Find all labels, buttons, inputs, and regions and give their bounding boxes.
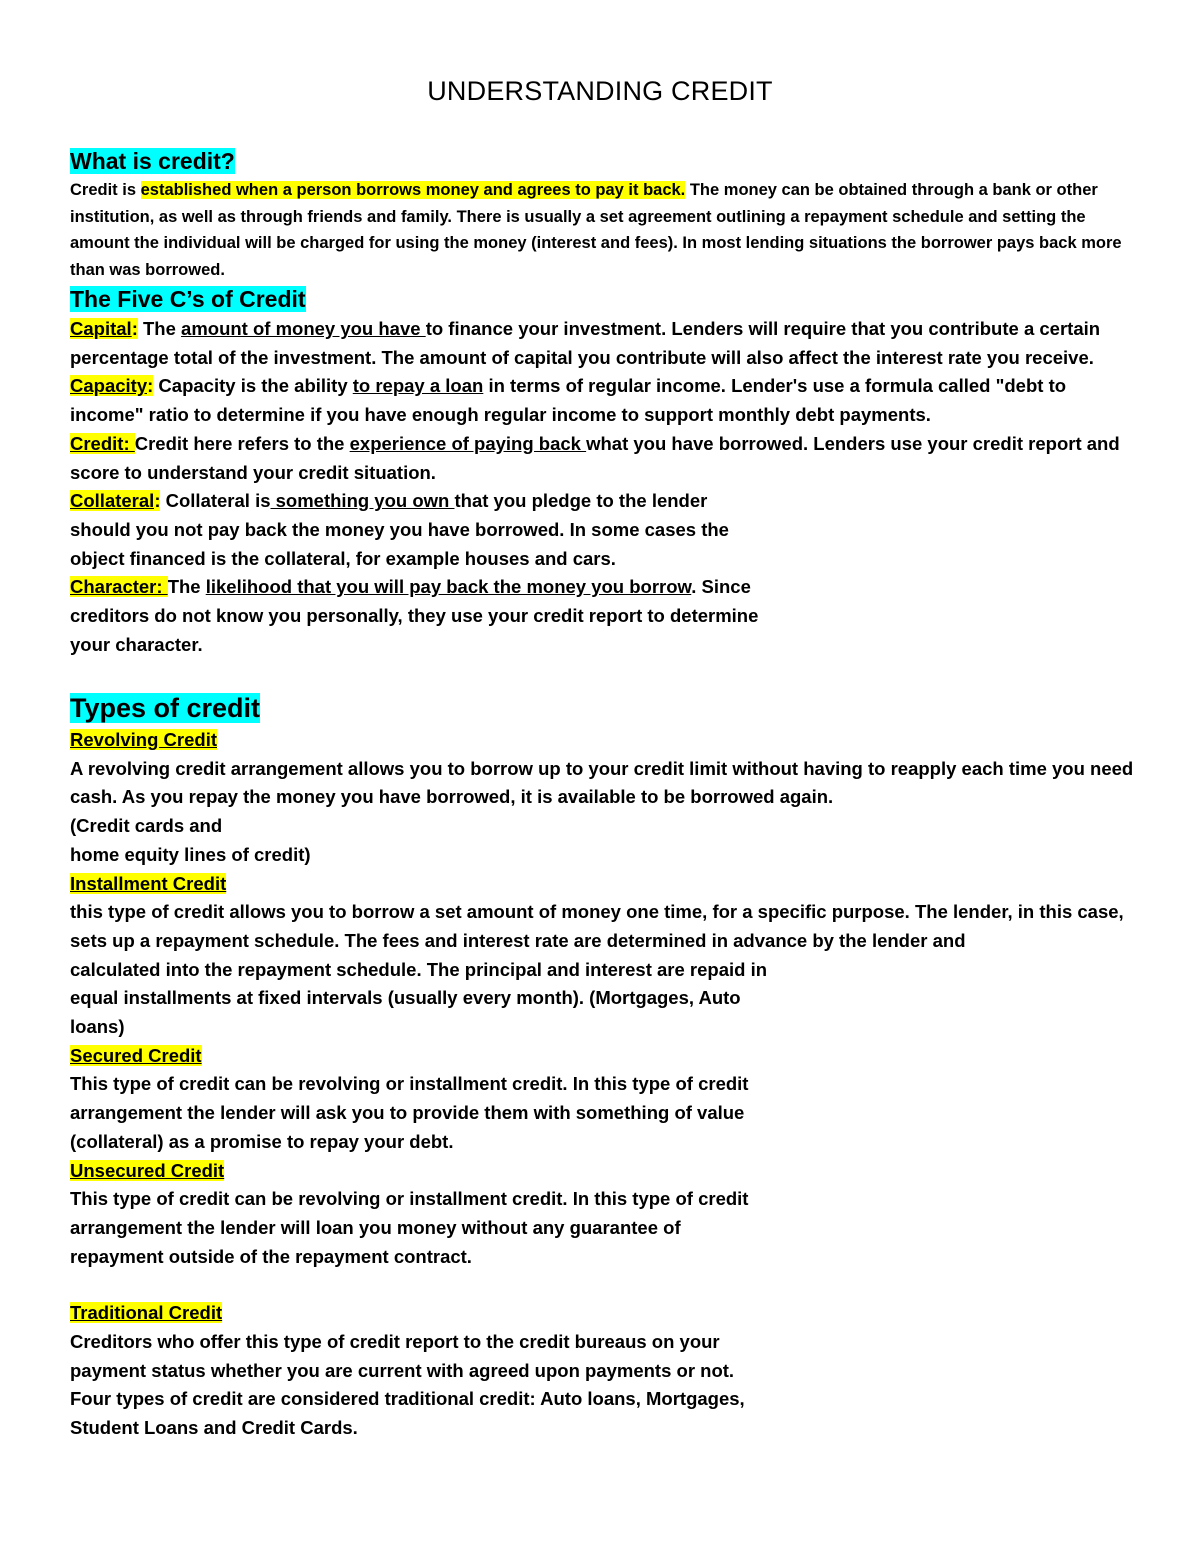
paragraph-capacity: Capacity: Capacity is the ability to repay a loan in terms of regular income. Lender's use a formula called "debt to income" ratio to determine if you have enough regular income to support monthly debt payments. (70, 375, 1067, 426)
label-installment-credit: Installment Credit (70, 872, 227, 894)
block-revolving-credit: Revolving Credit A revolving credit arrangement allows you to borrow up to your credit limit without having to reapply each time you need cash. As you repay the money you have borrowed, it is available to be borrowed again. (Credit cards and home equity lines of credit) (70, 729, 1134, 865)
label-revolving-credit: Revolving Credit (70, 729, 217, 750)
label-credit: Credit: (70, 432, 135, 454)
section-what-is-credit (70, 145, 1140, 283)
block-unsecured-credit: Unsecured Credit This type of credit can be revolving or installment credit. In this type of credit arrangement the lender will loan you money without any guarantee of repayment outside of the repayment contract. (70, 1159, 749, 1267)
label-capital: Capital (70, 318, 132, 339)
block-installment-credit: Installment Credit this type of credit allows you to borrow a set amount of money one time, for a specific purpose. The lender, in this case, sets up a repayment schedule. The fees and interest rate are determined in advance by the lender and calculated into the repayment schedule. The principal and interest are repaid in equal installments at fixed intervals (usually every month). (Mortgages, Auto loans) (70, 872, 1124, 1038)
heading-types-of-credit: Types of credit (70, 693, 261, 723)
label-capacity: Capacity (70, 375, 148, 397)
label-character: Character: (70, 576, 168, 598)
block-secured-credit: Secured Credit This type of credit can be revolving or installment credit. In this type of credit arrangement the lender will ask you to provide them with something of value (collateral) as a promise to repay your debt. (70, 1044, 749, 1152)
heading-five-cs: The Five C’s of Credit (70, 286, 306, 312)
heading-what-is-credit: What is credit? (70, 148, 235, 174)
label-unsecured-credit: Unsecured Credit (70, 1159, 225, 1181)
paragraph-capital: Capital: The amount of money you have to finance your investment. Lenders will require that you contribute a certain percentage total of the investment. The amount of capital you contribute will also affect the interest rate you receive. (70, 318, 1101, 368)
label-secured-credit: Secured Credit (70, 1044, 202, 1066)
document-title: UNDERSTANDING CREDIT (427, 76, 773, 106)
section-types-of-credit (70, 690, 1140, 1443)
paragraph-collateral: Collateral: Collateral is something you own that you pledge to the lender should you not pay back the money you have borrowed. In some cases the object financed is the collateral, for example houses and cars. (70, 490, 729, 569)
paragraph-what-is-credit: Credit is established when a person borrows money and agrees to pay it back. The money can be obtained through a bank or other institution, as well as through friends and family. There is usually a set agreement outlining a repayment schedule and setting the amount the individual will be charged for using the money (interest and fees). In most lending situations the borrower pays back more than was borrowed. (70, 181, 1122, 279)
section-five-cs (70, 283, 1140, 659)
label-traditional-credit: Traditional Credit (70, 1302, 223, 1324)
block-traditional-credit: Traditional Credit Creditors who offer this type of credit report to the credit bureaus on your payment status whether you are current with agreed upon payments or not. Four types of credit are considered traditional credit: Auto loans, Mortgages, Student Loans and Credit Cards. (70, 1302, 745, 1439)
paragraph-credit: Credit: Credit here refers to the experience of paying back what you have borrowed. Lenders use your credit report and score to understand your credit situation. (70, 432, 1120, 483)
highlight-definition: established when a person borrows money and agrees to pay it back. (140, 181, 686, 199)
paragraph-character: Character: The likelihood that you will pay back the money you borrow. Since creditors do not know you personally, they use your credit report to determine your character. (70, 576, 759, 655)
label-collateral: Collateral (70, 490, 155, 512)
